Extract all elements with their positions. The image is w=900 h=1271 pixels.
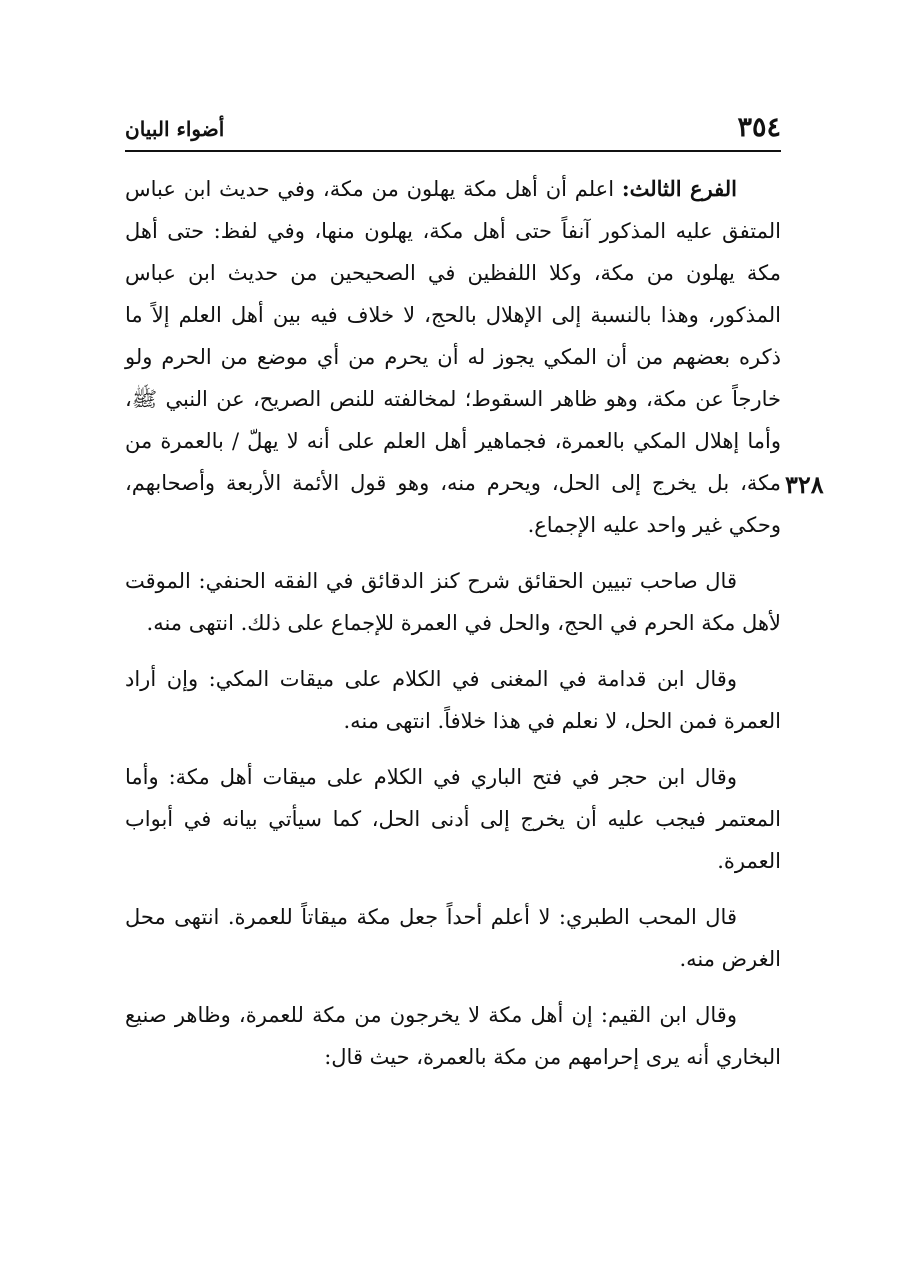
paragraph-6: وقال ابن القيم: إن أهل مكة لا يخرجون من مكة للعمرة، وظاهر صنيع البخاري أنه يرى إحرامهم من مكة بالعمرة، حيث قال: bbox=[125, 1003, 781, 1069]
section-heading: الفرع الثالث: bbox=[621, 176, 737, 201]
page-number: ٣٥٤ bbox=[737, 112, 781, 143]
margin-reference-number: ٣٢٨ bbox=[785, 470, 824, 499]
page-header bbox=[125, 108, 781, 148]
paragraph-1 bbox=[125, 168, 781, 546]
main-text bbox=[125, 168, 781, 1092]
paragraph-5: قال المحب الطبري: لا أعلم أحداً جعل مكة ميقاتاً للعمرة. انتهى محل الغرض منه. bbox=[125, 905, 781, 971]
paragraph-3: وقال ابن قدامة في المغنى في الكلام على ميقات المكي: وإن أراد العمرة فمن الحل، لا نعلم في هذا خلافاً. انتهى منه. bbox=[125, 667, 781, 733]
paragraph-4: وقال ابن حجر في فتح الباري في الكلام على ميقات أهل مكة: وأما المعتمر فيجب عليه أن يخرج إلى أدنى الحل، كما سيأتي بيانه في أبواب العمرة. bbox=[125, 765, 781, 873]
paragraph-1-text: اعلم أن أهل مكة يهلون من مكة، وفي حديث ابن عباس المتفق عليه المذكور آنفاً حتى أهل مكة، يهلون منها، وفي لفظ: حتى أهل مكة يهلون من مكة، وكلا اللفظين في الصحيحين من حديث ابن عباس المذكور، وهذا بالنسبة إلى الإهلال بالحج، لا خلاف فيه بين أهل العلم إلاً ما ذكره بعضهم من أن المكي يجوز له أن يحرم من أي موضع من الحرم ولو خارجاً عن مكة، وهو ظاهر السقوط؛ لمخالفته للنص الصريح، عن النبي ﷺ، وأما إهلال المكي بالعمرة، فجماهير أهل العلم على أنه لا يهلّ / بالعمرة من مكة، بل يخرج إلى الحل، ويحرم منه، وهو قول الأئمة الأربعة وأصحابهم، وحكي غير واحد عليه الإجماع. bbox=[125, 177, 781, 537]
header-divider bbox=[125, 150, 781, 152]
paragraph-2: قال صاحب تبيين الحقائق شرح كنز الدقائق في الفقه الحنفي: الموقت لأهل مكة الحرم في الحج، والحل في العمرة للإجماع على ذلك. انتهى منه. bbox=[125, 569, 781, 635]
running-title: أضواء البيان bbox=[125, 117, 225, 141]
